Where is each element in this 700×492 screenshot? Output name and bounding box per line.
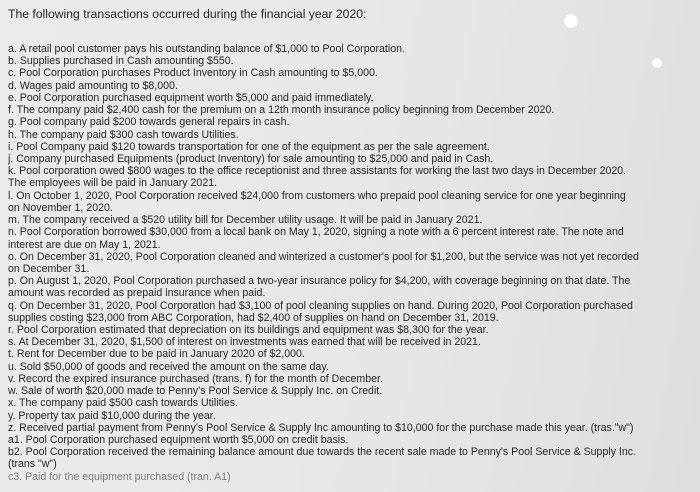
transaction-line: c. Pool Corporation purchases Product Inventory in Cash amounting to $5,000. [8,67,378,80]
transaction-line: a1. Pool Corporation purchased equipment worth $5,000 on credit basis. [8,434,349,446]
light-glare [564,14,578,28]
transaction-line: q. On December 31, 2020, Pool Corporation had $3,100 of pool cleaning supplies on hand. During 2020, Pool Corporation purchased [8,299,633,312]
transaction-line: supplies costing $23,000 from ABC Corporation, had $2,400 of supplies on hand on December 31, 2019. [8,311,499,324]
transaction-line: b2. Pool Corporation received the remaining balance amount due towards the recent sale made to Penny's Pool Service & Supply Inc. [8,446,637,459]
transaction-line: l. On October 1, 2020, Pool Corporation received $24,000 from customers who prepaid pool cleaning service for one year beginning [8,189,626,202]
transaction-line: z. Received partial payment from Penny's Pool Service & Supply Inc amounting to $10,000 for the purchase made this year. (tras."w") [8,421,634,434]
transaction-line: h. The company paid $300 cash towards Utilities. [8,128,239,141]
page-title: The following transactions occurred during the financial year 2020: [8,7,367,21]
transaction-line: n. Pool Corporation borrowed $30,000 from a local bank on May 1, 2020, signing a note with a 6 percent interest rate. The note and [8,226,624,239]
transaction-list [8,43,698,483]
transaction-line: r. Pool Corporation estimated that depreciation on its buildings and equipment was $8,300 for the year. [8,324,489,337]
transaction-line: u. Sold $50,000 of goods and received the amount on the same day. [8,360,329,373]
transaction-line: j. Company purchased Equipments (product Inventory) for sale amounting to $25,000 and paid in Cash. [8,152,494,165]
transaction-line: c3. Paid for the equipment purchased (tran. A1) [8,470,231,483]
transaction-line: The employees will be paid in January 2021. [8,177,218,190]
transaction-line: v. Record the expired insurance purchased (trans. f) for the month of December. [8,372,383,385]
transaction-line: f. The company paid $2,400 cash for the premium on a 12th month insurance policy beginning from December 2020. [8,104,555,117]
transaction-line: g. Pool company paid $200 towards general repairs in cash. [8,116,290,129]
transaction-line: b. Supplies purchased in Cash amounting $550. [8,55,234,68]
transaction-line: p. On August 1, 2020, Pool Corporation purchased a two-year insurance policy for $4,200, with coverage beginning on that date. The [8,275,631,288]
transaction-line: y. Property tax paid $10,000 during the year. [8,409,216,422]
transaction-line: d. Wages paid amounting to $8,000. [8,79,178,92]
transaction-line: t. Rent for December due to be paid in January 2020 of $2,000. [8,348,305,361]
transaction-line: i. Pool Company paid $120 towards transportation for one of the equipment as per the sale agreement. [8,140,490,153]
transaction-line: m. The company received a $520 utility bill for December utility usage. It will be paid in January 2021. [8,214,483,227]
transaction-line: x. The company paid $500 cash towards Utilities. [8,397,239,410]
transaction-line: o. On December 31, 2020, Pool Corporation cleaned and winterized a customer's pool for $1,200, but the service was not yet recorded [8,250,639,263]
transaction-line: amount was recorded as prepaid insurance when paid. [8,287,266,300]
transaction-line: on December 31. [8,262,90,275]
transaction-line: (trans "w") [8,458,57,471]
transaction-line: e. Pool Corporation purchased equipment worth $5,000 and paid immediately. [8,91,374,104]
transaction-line: w. Sale of worth $20,000 made to Penny's Pool Service & Supply Inc. on Credit. [8,385,383,398]
transaction-line: k. Pool corporation owed $800 wages to the office receptionist and three assistants for working the last two days in December 2020. [8,165,627,178]
transaction-line: s. At December 31, 2020, $1,500 of interest on investments was earned that will be received in 2021. [8,336,481,349]
transaction-line: a. A retail pool customer pays his outstanding balance of $1,000 to Pool Corporation. [8,43,405,55]
transaction-line: on November 1, 2020. [8,201,113,214]
transaction-line: interest are due on May 1, 2021. [8,238,161,251]
